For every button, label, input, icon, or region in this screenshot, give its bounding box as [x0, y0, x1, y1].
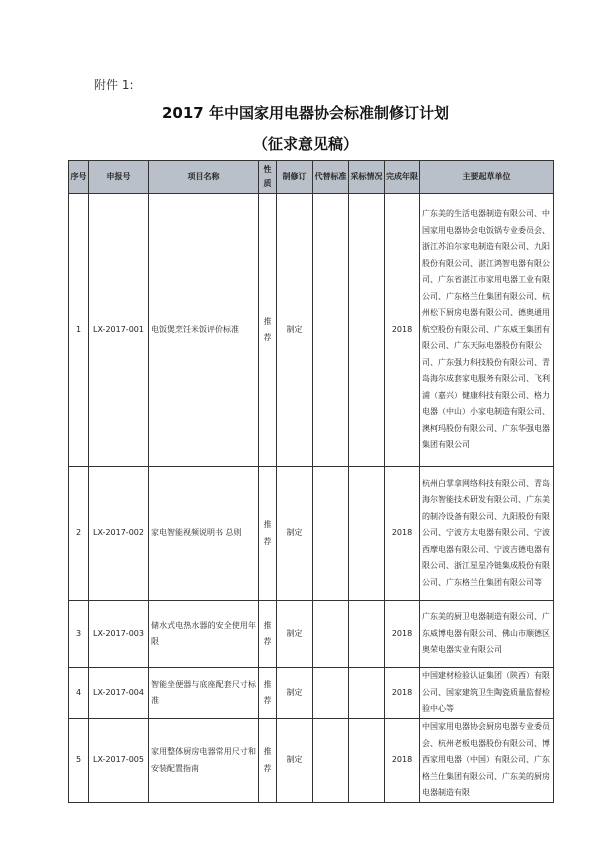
cell-serial-no: 5 [69, 719, 89, 803]
cell-nature: 推荐 [259, 601, 277, 668]
cell-adoption [349, 194, 385, 467]
cell-adoption [349, 719, 385, 803]
header-drafting-units: 主要起草单位 [420, 161, 554, 194]
cell-project-name: 储水式电热水器的安全使用年限 [149, 601, 259, 668]
table-row [69, 668, 554, 719]
cell-application-no: LX-2017-001 [89, 194, 149, 467]
header-project-name: 项目名称 [149, 161, 259, 194]
header-revision-type: 制修订 [277, 161, 313, 194]
cell-completion-year: 2018 [385, 467, 420, 601]
document-subtitle: （征求意见稿） [252, 135, 358, 153]
cell-nature: 推荐 [259, 194, 277, 467]
cell-adoption [349, 467, 385, 601]
cell-project-name: 家电智能视频说明书 总则 [149, 467, 259, 601]
cell-completion-year: 2018 [385, 194, 420, 467]
cell-serial-no: 1 [69, 194, 89, 467]
cell-revision-type: 制定 [277, 668, 313, 719]
table-header-row [69, 161, 554, 194]
table-row [69, 601, 554, 668]
cell-completion-year: 2018 [385, 668, 420, 719]
cell-project-name: 家用整体厨房电器常用尺寸和安装配置指南 [149, 719, 259, 803]
cell-drafting-units: 广东美的厨卫电器制造有限公司、广东威博电器有限公司、佛山市顺德区奥荣电器实业有限公司 [420, 601, 554, 668]
document-title: 2017 年中国家用电器协会标准制修订计划 [162, 104, 449, 122]
header-application-no: 申报号 [89, 161, 149, 194]
cell-revision-type: 制定 [277, 601, 313, 668]
cell-application-no: LX-2017-003 [89, 601, 149, 668]
cell-drafting-units: 杭州白掌拿网络科技有限公司、青岛海尔智能技术研发有限公司、广东美的制冷设备有限公司、九阳股份有限公司、宁波方太电器有限公司、宁波西摩电器有限公司、宁波吉德电器有限公司、浙江星星冷链集成股份有限公司、广东格兰仕集团有限公司等 [420, 467, 554, 601]
cell-revision-type: 制定 [277, 719, 313, 803]
cell-nature: 推荐 [259, 719, 277, 803]
cell-adoption [349, 601, 385, 668]
cell-serial-no: 3 [69, 601, 89, 668]
cell-serial-no: 4 [69, 668, 89, 719]
table-row [69, 194, 554, 467]
cell-application-no: LX-2017-004 [89, 668, 149, 719]
cell-replaced-standard [313, 719, 349, 803]
cell-project-name: 智能坐便器与底座配套尺寸标准 [149, 668, 259, 719]
header-replaced-standard: 代替标准 [313, 161, 349, 194]
cell-serial-no: 2 [69, 467, 89, 601]
cell-completion-year: 2018 [385, 601, 420, 668]
header-serial-no: 序号 [69, 161, 89, 194]
cell-nature: 推荐 [259, 668, 277, 719]
attachment-label: 附件 1: [94, 78, 134, 92]
cell-application-no: LX-2017-005 [89, 719, 149, 803]
cell-replaced-standard [313, 194, 349, 467]
cell-revision-type: 制定 [277, 467, 313, 601]
cell-adoption [349, 668, 385, 719]
cell-project-name: 电饭煲烹饪米饭评价标准 [149, 194, 259, 467]
cell-replaced-standard [313, 601, 349, 668]
cell-drafting-units: 中国建材检验认证集团（陕西）有限公司、国家建筑卫生陶瓷质量监督检验中心等 [420, 668, 554, 719]
cell-replaced-standard [313, 668, 349, 719]
cell-completion-year: 2018 [385, 719, 420, 803]
header-completion-year: 完成年限 [385, 161, 420, 194]
table-row [69, 467, 554, 601]
cell-application-no: LX-2017-002 [89, 467, 149, 601]
standards-plan-table [68, 160, 554, 803]
table-row [69, 719, 554, 803]
cell-replaced-standard [313, 467, 349, 601]
cell-revision-type: 制定 [277, 194, 313, 467]
cell-drafting-units: 中国家用电器协会厨房电器专业委员会、杭州老板电器股份有限公司、博西家用电器（中国）有限公司、广东格兰仕集团有限公司、广东美的厨房电器制造有限 [420, 719, 554, 803]
header-adoption: 采标情况 [349, 161, 385, 194]
cell-drafting-units: 广东美的生活电器制造有限公司、中国家用电器协会电饭锅专业委员会、浙江苏泊尔家电制造有限公司、九阳股份有限公司、湛江鸿智电器有限公司、广东省湛江市家用电器工业有限公司、广东格兰仕集团有限公司、杭州松下厨房电器有限公司、德奥通用航空股份有限公司、广东威王集团有限公司、广东天际电器股份有限公司、广东强力科技股份有限公司、青岛海尔成套家电服务有限公司、飞利浦（嘉兴）健康科技有限公司、格力电器（中山）小家电制造有限公司、澳柯玛股份有限公司、广东华强电器集团有限公司 [420, 194, 554, 467]
cell-nature: 推荐 [259, 467, 277, 601]
header-nature: 性质 [259, 161, 277, 194]
